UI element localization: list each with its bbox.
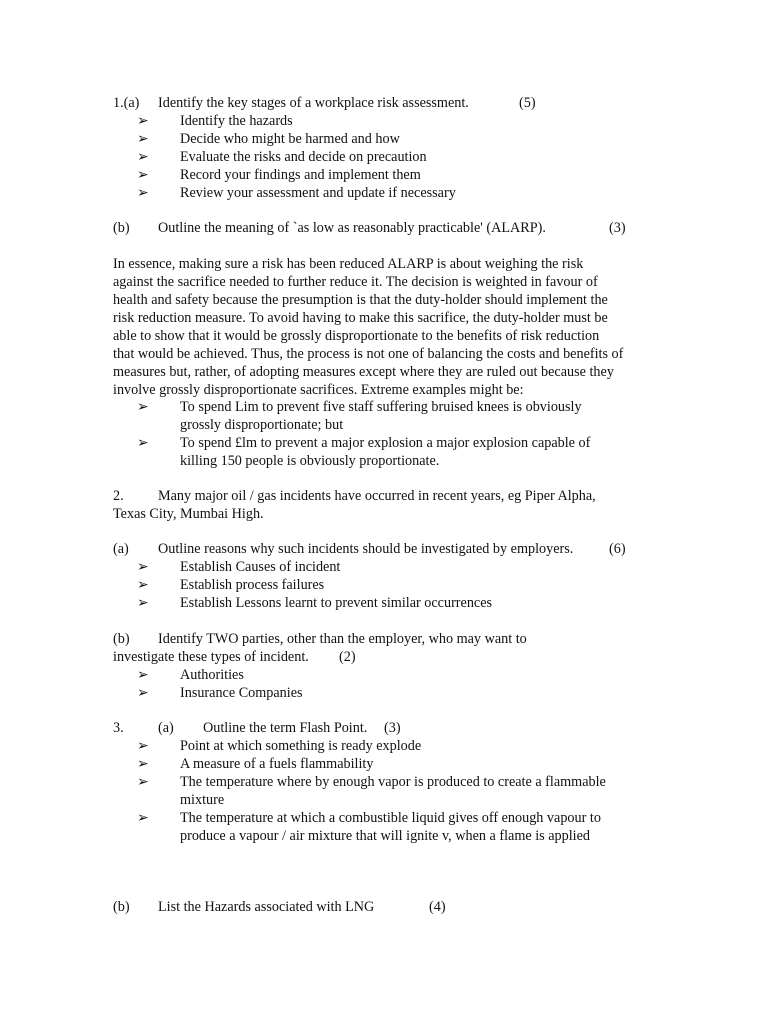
q2b-question-line: Identify TWO parties, other than the employer, who may want to bbox=[158, 631, 527, 647]
q1a-answer: Review your assessment and update if necessary bbox=[180, 185, 456, 201]
bullet-icon: ➢ bbox=[137, 738, 149, 754]
q3a-number: (a) bbox=[158, 720, 174, 736]
q2-number: 2. bbox=[113, 488, 124, 504]
bullet-icon: ➢ bbox=[137, 131, 149, 147]
q2a-question: Outline reasons why such incidents should be investigated by employers. bbox=[158, 541, 574, 557]
q1b-paragraph-line: that would be achieved. Thus, the process is not one of balancing the costs and benefits of bbox=[113, 346, 624, 362]
q2b-answer: Insurance Companies bbox=[180, 685, 303, 701]
q3a-answer-line: produce a vapour / air mixture that will ignite v, when a flame is applied bbox=[180, 828, 590, 844]
q2-intro-line: Many major oil / gas incidents have occurred in recent years, eg Piper Alpha, bbox=[158, 488, 596, 504]
bullet-icon: ➢ bbox=[137, 685, 149, 701]
q1a-number: 1.(a) bbox=[113, 95, 140, 111]
q1b-example-line: To spend Lim to prevent five staff suffering bruised knees is obviously bbox=[180, 399, 582, 415]
bullet-icon: ➢ bbox=[137, 774, 149, 790]
q2a-number: (a) bbox=[113, 541, 129, 557]
q1a-answer: Evaluate the risks and decide on precaution bbox=[180, 149, 427, 165]
q1a-marks: (5) bbox=[519, 95, 536, 111]
q3a-answer-line: A measure of a fuels flammability bbox=[180, 756, 374, 772]
bullet-icon: ➢ bbox=[137, 667, 149, 683]
bullet-icon: ➢ bbox=[137, 113, 149, 129]
q1b-example-line: grossly disproportionate; but bbox=[180, 417, 344, 433]
q3a-answer-line: mixture bbox=[180, 792, 225, 808]
q2b-answer: Authorities bbox=[180, 667, 244, 683]
bullet-icon: ➢ bbox=[137, 577, 149, 593]
q3a-answer-line: Point at which something is ready explode bbox=[180, 738, 422, 754]
q3b-number: (b) bbox=[113, 899, 130, 915]
q1a-answer: Decide who might be harmed and how bbox=[180, 131, 400, 147]
q2a-answer: Establish process failures bbox=[180, 577, 325, 593]
q1b-marks: (3) bbox=[609, 220, 626, 236]
q1b-paragraph-line: In essence, making sure a risk has been reduced ALARP is about weighing the risk bbox=[113, 256, 584, 272]
q3a-question: Outline the term Flash Point. bbox=[203, 720, 368, 736]
q1a-question: Identify the key stages of a workplace risk assessment. bbox=[158, 95, 469, 111]
bullet-icon: ➢ bbox=[137, 559, 149, 575]
bullet-icon: ➢ bbox=[137, 185, 149, 201]
q1a-answer: Identify the hazards bbox=[180, 113, 293, 129]
q1b-number: (b) bbox=[113, 220, 130, 236]
q2-intro-line: Texas City, Mumbai High. bbox=[113, 506, 264, 522]
q2a-answer: Establish Lessons learnt to prevent similar occurrences bbox=[180, 595, 493, 611]
q3-number: 3. bbox=[113, 720, 124, 736]
bullet-icon: ➢ bbox=[137, 149, 149, 165]
q2a-marks: (6) bbox=[609, 541, 626, 557]
bullet-icon: ➢ bbox=[137, 595, 149, 611]
q1b-paragraph-line: able to show that it would be grossly disproportionate to the benefits of risk reduction bbox=[113, 328, 600, 344]
q1b-example-line: To spend £lm to prevent a major explosion a major explosion capable of bbox=[180, 435, 591, 451]
q1b-paragraph-line: involve grossly disproportionate sacrifices. Extreme examples might be: bbox=[113, 382, 524, 398]
q2b-marks: (2) bbox=[339, 649, 356, 665]
q3a-answer-line: The temperature where by enough vapor is produced to create a flammable bbox=[180, 774, 606, 790]
q1b-paragraph-line: health and safety because the presumption is that the duty-holder should implement the bbox=[113, 292, 608, 308]
q1a-answer: Record your findings and implement them bbox=[180, 167, 421, 183]
q2b-number: (b) bbox=[113, 631, 130, 647]
bullet-icon: ➢ bbox=[137, 810, 149, 826]
q1b-paragraph-line: measures but, rather, of adopting measures except where they are ruled out because they bbox=[113, 364, 614, 380]
q3b-marks: (4) bbox=[429, 899, 446, 915]
bullet-icon: ➢ bbox=[137, 756, 149, 772]
q2a-answer: Establish Causes of incident bbox=[180, 559, 341, 575]
q1b-example-line: killing 150 people is obviously proportionate. bbox=[180, 453, 440, 469]
q2b-question-line: investigate these types of incident. bbox=[113, 649, 309, 665]
q3a-answer-line: The temperature at which a combustible liquid gives off enough vapour to bbox=[180, 810, 601, 826]
q1b-question: Outline the meaning of `as low as reasonably practicable' (ALARP). bbox=[158, 220, 546, 236]
q3a-marks: (3) bbox=[384, 720, 401, 736]
q1b-paragraph-line: against the sacrifice needed to further reduce it. The decision is weighted in favour of bbox=[113, 274, 598, 290]
bullet-icon: ➢ bbox=[137, 167, 149, 183]
bullet-icon: ➢ bbox=[137, 435, 149, 451]
q1b-paragraph-line: risk reduction measure. To avoid having to make this sacrifice, the duty-holder must be bbox=[113, 310, 608, 326]
bullet-icon: ➢ bbox=[137, 399, 149, 415]
q3b-question: List the Hazards associated with LNG bbox=[158, 899, 375, 915]
